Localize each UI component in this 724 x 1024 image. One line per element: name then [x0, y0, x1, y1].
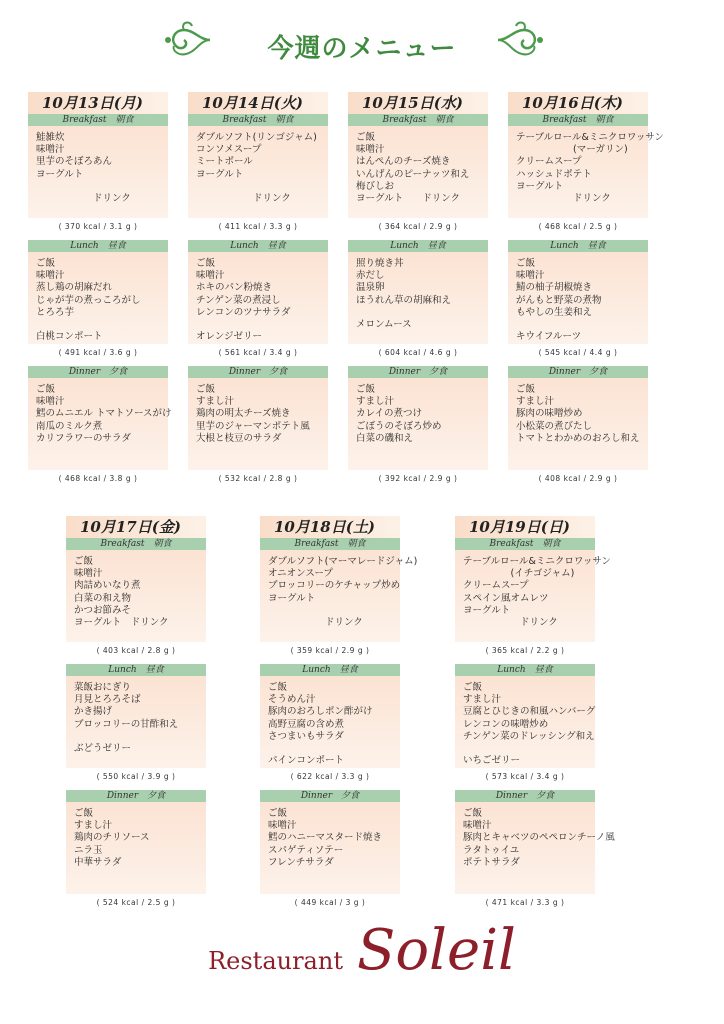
meal-breakfast: [260, 538, 418, 656]
meal-label: Breakfast 朝食: [348, 114, 488, 126]
calorie-info: ( 573 kcal / 3.4 g ): [485, 772, 565, 781]
calorie-info: ( 468 kcal / 3.8 g ): [58, 474, 138, 483]
day-column-fri: [66, 516, 206, 908]
meal-dinner: [348, 366, 488, 484]
meal-dinner: [508, 366, 648, 484]
meal-label: Dinner 夕食: [66, 790, 206, 802]
day-date: 10月16日(木): [508, 92, 648, 114]
meal-lunch: [66, 664, 206, 782]
meal-lunch: [348, 240, 488, 358]
meal-items: ご飯 そうめん汁 豚肉のおろしポン酢がけ 高野豆腐の含め煮 さつまいもサラダ パインコンポート: [260, 676, 400, 768]
meal-label: Lunch 昼食: [348, 240, 488, 252]
meal-lunch: [455, 664, 595, 782]
day-date: 10月14日(火): [188, 92, 328, 114]
calorie-info: ( 471 kcal / 3.3 g ): [485, 898, 565, 907]
calorie-info: ( 449 kcal / 3 g ): [294, 898, 366, 907]
day-column-sun: [455, 516, 615, 908]
meal-items: ご飯 すまし汁 鶏肉の明太チーズ焼き 里芋のジャーマンポテト風 大根と枝豆のサラダ: [188, 378, 328, 470]
meal-items: ご飯 味噌汁 肉詰めいなり煮 白菜の和え物 かつお節みそ ヨーグルト ドリンク: [66, 550, 206, 642]
meal-lunch: [28, 240, 168, 358]
meal-label: Lunch 昼食: [188, 240, 328, 252]
meal-items: テーブルロール&ミニクロワッサン (イチゴジャム) クリームスープ スペイン風オムレツ ヨーグルト ドリンク: [455, 550, 595, 642]
meal-lunch: [508, 240, 648, 358]
day-column-sat: [260, 516, 418, 908]
meal-dinner: [28, 366, 172, 484]
meal-items: ご飯 味噌汁 鯖の柚子胡椒焼き がんもと野菜の煮物 もやしの生姜和え キウイフルーツ: [508, 252, 648, 344]
meal-items: ご飯 すまし汁 豆腐とひじきの和風ハンバーグ レンコンの味噌炒め チンゲン菜のドレッシング和え いちごゼリー: [455, 676, 595, 768]
calorie-info: ( 359 kcal / 2.9 g ): [290, 646, 370, 655]
meal-label: Breakfast 朝食: [455, 538, 595, 550]
meal-label: Breakfast 朝食: [260, 538, 400, 550]
meal-dinner: [455, 790, 615, 908]
meal-label: Breakfast 朝食: [66, 538, 206, 550]
meal-items: テーブルロール&ミニクロワッサン (マーガリン) クリームスープ ハッシュドポテト ヨーグルト ドリンク: [508, 126, 648, 218]
calorie-info: ( 392 kcal / 2.9 g ): [378, 474, 458, 483]
calorie-info: ( 550 kcal / 3.9 g ): [96, 772, 176, 781]
brand-restaurant: Restaurant: [208, 947, 343, 975]
calorie-info: ( 411 kcal / 3.3 g ): [218, 222, 298, 231]
meal-items: ご飯 味噌汁 鱈のムニエル トマトソースがけ 南瓜のミルク煮 カリフラワーのサラダ: [28, 378, 168, 470]
meal-items: ご飯 すまし汁 豚肉の味噌炒め 小松菜の煮びたし トマトとわかめのおろし和え: [508, 378, 648, 470]
meal-items: ご飯 味噌汁 ホキのパン粉焼き チンゲン菜の煮浸し レンコンのツナサラダ オレンジゼリー: [188, 252, 328, 344]
meal-items: ご飯 味噌汁 はんぺんのチーズ焼き いんげんのピーナッツ和え 梅びしお ヨーグルト ドリンク: [348, 126, 488, 218]
meal-breakfast: [455, 538, 611, 656]
calorie-info: ( 545 kcal / 4.4 g ): [538, 348, 618, 357]
meal-breakfast: [66, 538, 206, 656]
meal-breakfast: [188, 114, 328, 232]
meal-label: Breakfast 朝食: [188, 114, 328, 126]
meal-items: ご飯 味噌汁 鱈のハニーマスタード焼き スパゲティソテー フレンチサラダ: [260, 802, 400, 894]
restaurant-brand: [0, 918, 724, 983]
meal-items: ご飯 味噌汁 蒸し鶏の胡麻だれ じゃが芋の煮っころがし とろろ芋 白桃コンポート: [28, 252, 168, 344]
meal-items: 菜飯おにぎり 月見とろろそば かき揚げ ブロッコリーの甘酢和え ぶどうゼリー: [66, 676, 206, 768]
calorie-info: ( 403 kcal / 2.8 g ): [96, 646, 176, 655]
meal-items: ダブルソフト(マーマレードジャム) オニオンスープ ブロッコリーのケチャップ炒め ヨーグルト ドリンク: [260, 550, 400, 642]
meal-label: Breakfast 朝食: [28, 114, 168, 126]
brand-name: Soleil: [356, 918, 516, 983]
meal-label: Dinner 夕食: [28, 366, 168, 378]
meal-label: Lunch 昼食: [66, 664, 206, 676]
day-date: 10月13日(月): [28, 92, 168, 114]
calorie-info: ( 365 kcal / 2.2 g ): [485, 646, 565, 655]
meal-dinner: [188, 366, 328, 484]
calorie-info: ( 491 kcal / 3.6 g ): [58, 348, 138, 357]
meal-label: Dinner 夕食: [260, 790, 400, 802]
meal-items: 鮭雑炊 味噌汁 里芋のそぼろあん ヨーグルト ドリンク: [28, 126, 168, 218]
meal-label: Lunch 昼食: [455, 664, 595, 676]
day-column-thu: [508, 92, 664, 484]
meal-items: 照り焼き丼 赤だし 温泉卵 ほうれん草の胡麻和え メロンムース: [348, 252, 488, 344]
calorie-info: ( 370 kcal / 3.1 g ): [58, 222, 138, 231]
day-date: 10月17日(金): [66, 516, 206, 538]
meal-breakfast: [28, 114, 168, 232]
meal-label: Dinner 夕食: [348, 366, 488, 378]
day-date: 10月18日(土): [260, 516, 400, 538]
meal-label: Dinner 夕食: [455, 790, 595, 802]
calorie-info: ( 364 kcal / 2.9 g ): [378, 222, 458, 231]
meal-label: Lunch 昼食: [28, 240, 168, 252]
calorie-info: ( 604 kcal / 4.6 g ): [378, 348, 458, 357]
day-date: 10月19日(日): [455, 516, 595, 538]
meal-lunch: [260, 664, 400, 782]
meal-label: Dinner 夕食: [508, 366, 648, 378]
meal-items: ダブルソフト(リンゴジャム) コンソメスープ ミートボール ヨーグルト ドリンク: [188, 126, 328, 218]
meal-label: Breakfast 朝食: [508, 114, 648, 126]
calorie-info: ( 468 kcal / 2.5 g ): [538, 222, 618, 231]
day-column-tue: [188, 92, 328, 484]
meal-lunch: [188, 240, 328, 358]
meal-label: Lunch 昼食: [508, 240, 648, 252]
calorie-info: ( 561 kcal / 3.4 g ): [218, 348, 298, 357]
meal-label: Dinner 夕食: [188, 366, 328, 378]
day-date: 10月15日(水): [348, 92, 488, 114]
calorie-info: ( 622 kcal / 3.3 g ): [290, 772, 370, 781]
page-title: 今週のメニュー: [267, 34, 457, 64]
day-column-mon: [28, 92, 172, 484]
meal-breakfast: [508, 114, 664, 232]
day-column-wed: [348, 92, 488, 484]
calorie-info: ( 408 kcal / 2.9 g ): [538, 474, 618, 483]
calorie-info: ( 532 kcal / 2.8 g ): [218, 474, 298, 483]
meal-dinner: [260, 790, 400, 908]
meal-items: ご飯 すまし汁 カレイの煮つけ ごぼうのそぼろ炒め 白菜の磯和え: [348, 378, 488, 470]
calorie-info: ( 524 kcal / 2.5 g ): [96, 898, 176, 907]
meal-label: Lunch 昼食: [260, 664, 400, 676]
meal-items: ご飯 すまし汁 鶏肉のチリソース ニラ玉 中華サラダ: [66, 802, 206, 894]
meal-dinner: [66, 790, 206, 908]
meal-items: ご飯 味噌汁 豚肉とキャベツのペペロンチーノ風 ラタトゥイユ ポテトサラダ: [455, 802, 595, 894]
meal-breakfast: [348, 114, 488, 232]
